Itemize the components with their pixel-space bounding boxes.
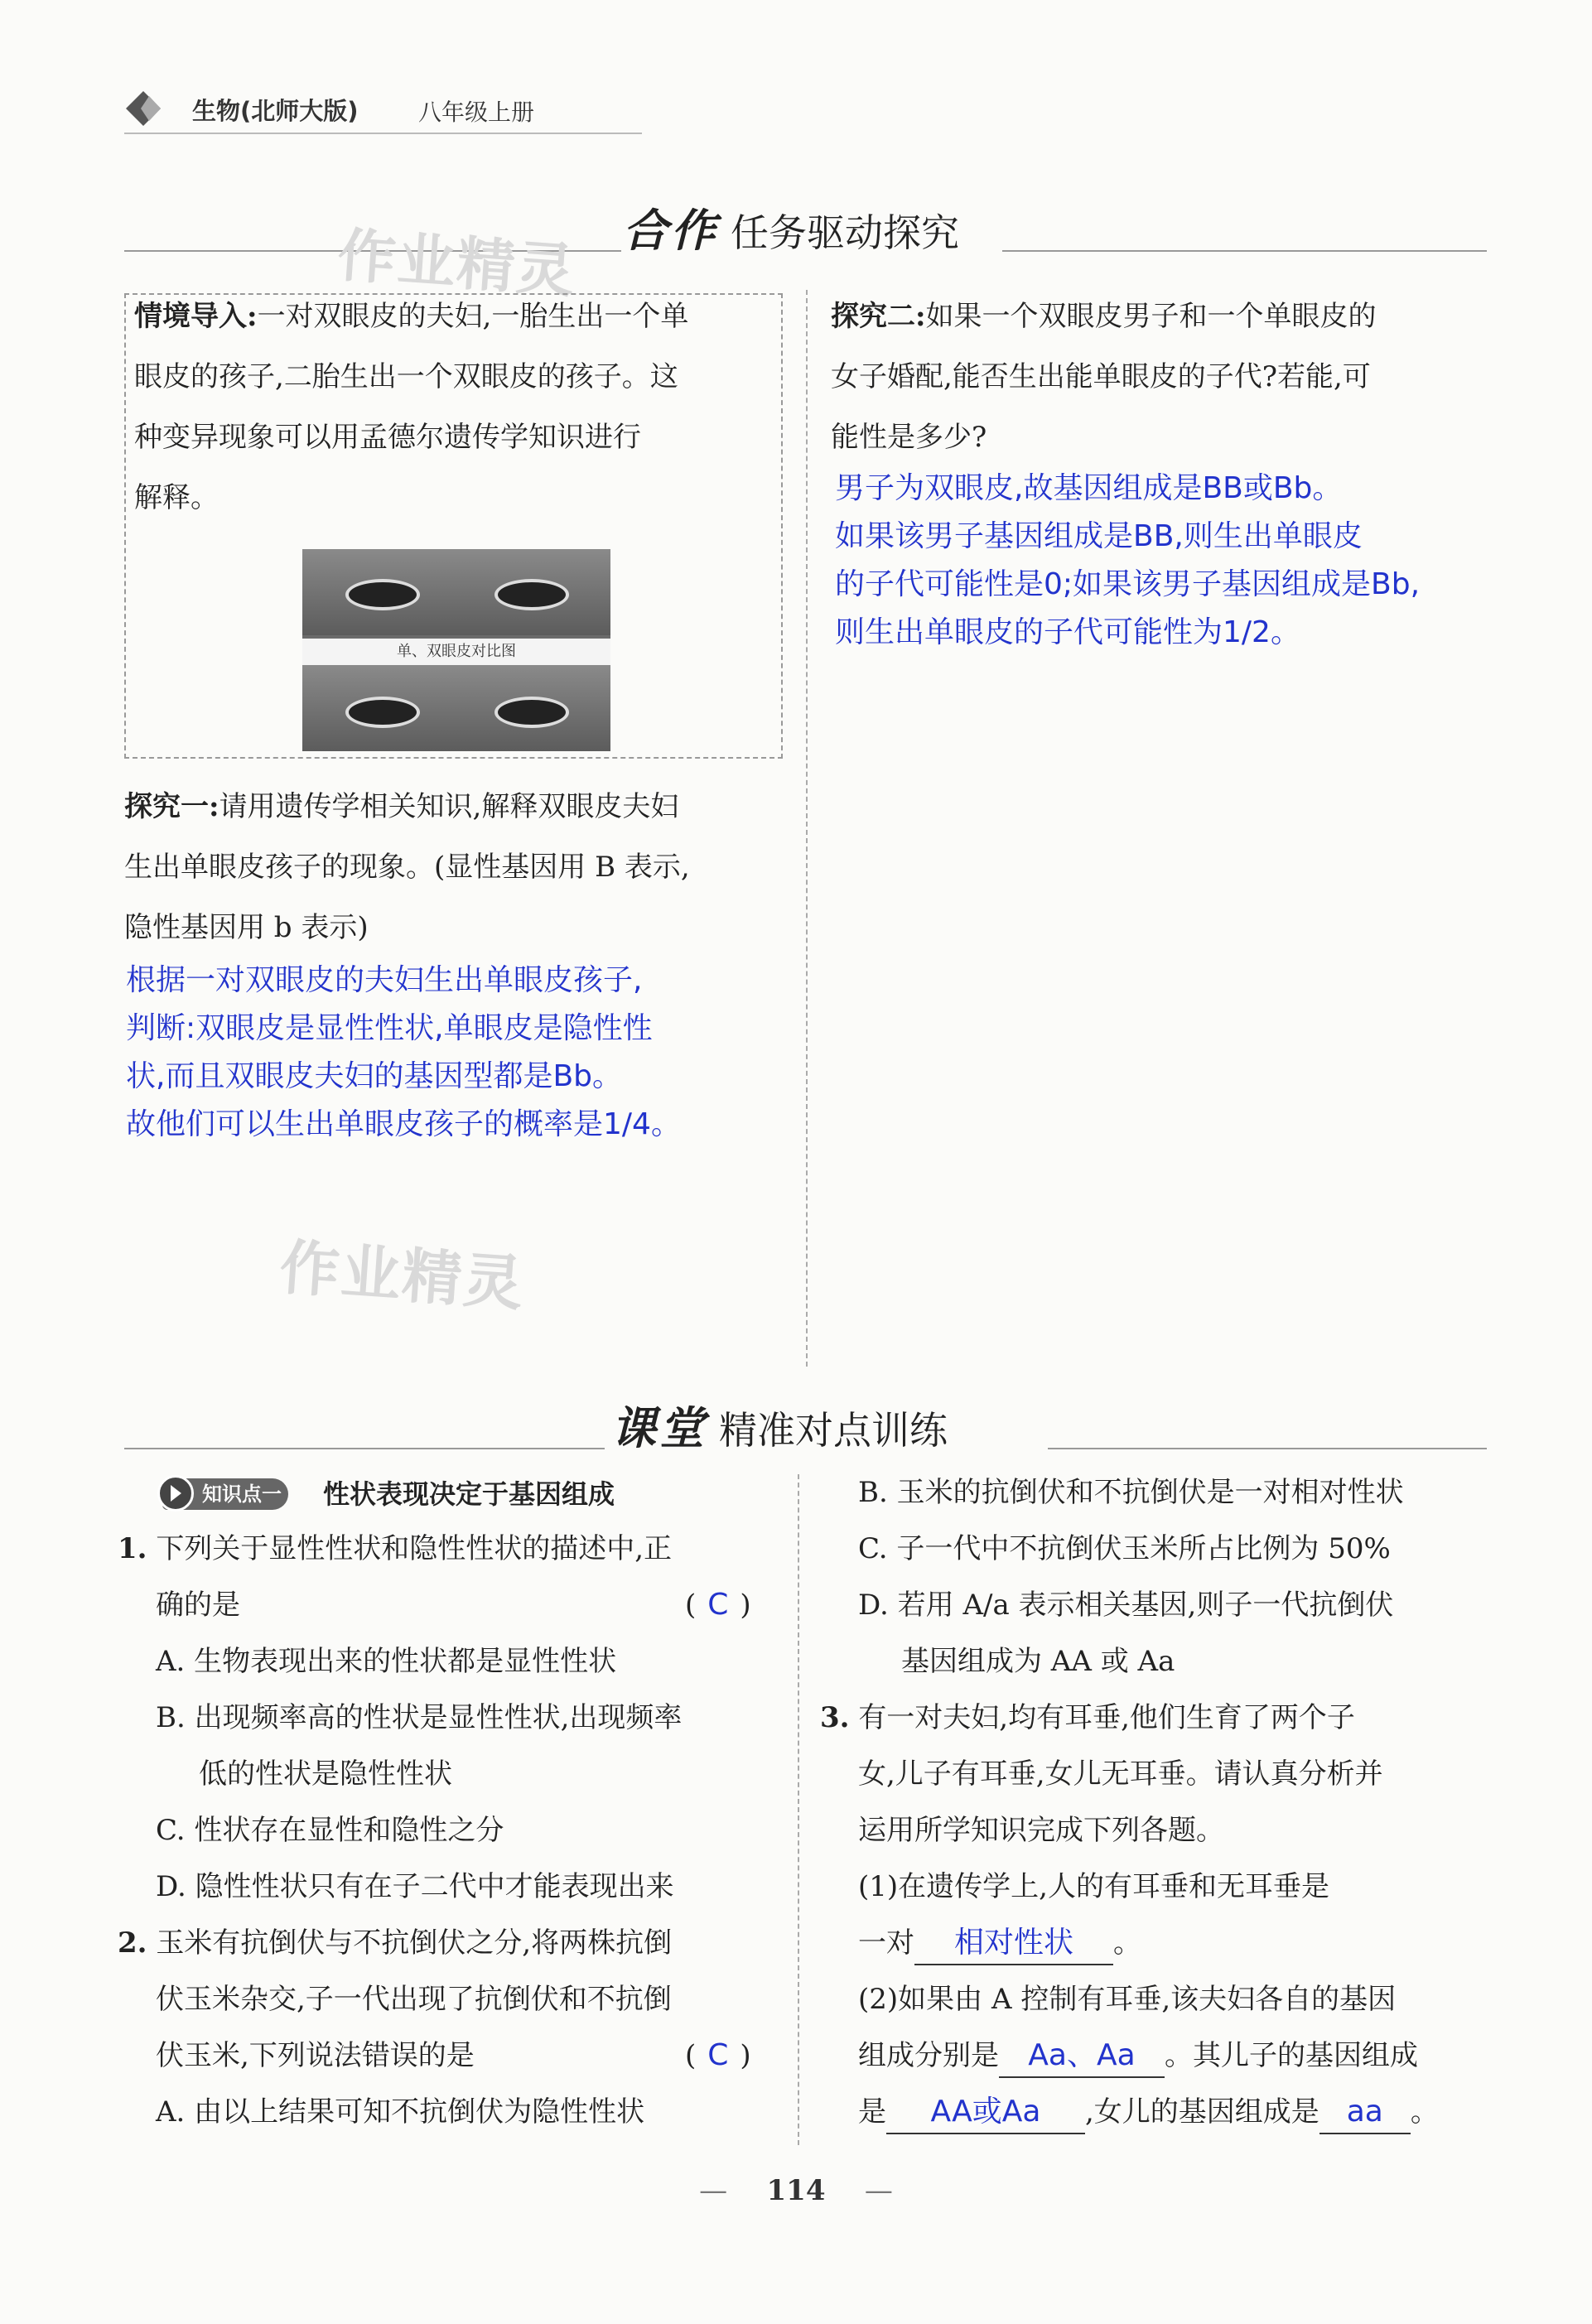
q1-answer: C	[707, 1588, 729, 1622]
q3-stem: 女,儿子有耳垂,女儿无耳垂。请认真分析并	[858, 1757, 1383, 1791]
q1-number: 1.	[118, 1532, 147, 1565]
eye-icon	[494, 579, 569, 610]
section2-line-right	[1048, 1448, 1487, 1449]
section1-title-rest: 任务驱动探究	[731, 210, 959, 255]
q1-option-b-cont: 低的性状是隐性性状	[199, 1757, 452, 1791]
q1-stem: 确的是	[156, 1589, 240, 1622]
explore2-line: 能性是多少?	[831, 421, 987, 454]
q2-stem: 伏玉米,下列说法错误的是	[156, 2039, 475, 2072]
eye-icon	[345, 697, 420, 728]
q1-option-a: A. 生物表现出来的性状都是显性性状	[156, 1645, 617, 1678]
q1-stem: 下列关于显性性状和隐性性状的描述中,正	[156, 1532, 673, 1565]
q3-part2-mid: 。其儿子的基因组成	[1165, 2039, 1418, 2072]
explore1-answer-line: 状,而且双眼皮夫妇的基因型都是Bb。	[126, 1059, 622, 1093]
q2-option-d-cont: 基因组成为 AA 或 Aa	[901, 1645, 1175, 1678]
explore1-answer-line: 判断:双眼皮是显性性状,单眼皮是隐性性	[126, 1011, 653, 1045]
explore1-label: 探究一:	[124, 790, 220, 823]
column-divider-top	[806, 290, 808, 1367]
badge-arrow-icon	[157, 1475, 194, 1512]
q3-part2-pre: 是	[858, 2095, 886, 2129]
q1-option-d: D. 隐性性状只有在子二代中才能表现出来	[156, 1870, 674, 1903]
section2-title-bold: 课堂	[611, 1402, 707, 1454]
explore2-question	[831, 287, 1377, 468]
q2-options-cont	[858, 1464, 1404, 1690]
page-number-value: 114	[766, 2174, 826, 2207]
q2-paren-close: )	[740, 2039, 751, 2072]
section2-title	[611, 1393, 948, 1457]
q3-part2-end: 。	[1410, 2095, 1439, 2129]
explore2-answer	[835, 465, 1420, 657]
section1-line-right	[1002, 250, 1487, 252]
q1-answer-paren	[685, 1577, 751, 1633]
q1-paren-open: (	[685, 1589, 697, 1622]
section2-title-rest: 精准对点训练	[719, 1408, 948, 1453]
eye-icon	[494, 697, 569, 728]
header-grade: 八年级上册	[418, 99, 535, 126]
explore1-line: 生出单眼皮孩子的现象。(显性基因用 B 表示,	[124, 851, 690, 884]
q3-part2-answer3: aa	[1319, 2091, 1411, 2134]
eye-icon	[345, 579, 420, 610]
q2-stem: 伏玉米杂交,子一代出现了抗倒伏和不抗倒	[156, 1983, 672, 2016]
section1-title-bold: 合作	[623, 205, 719, 257]
explore1-answer	[126, 957, 681, 1149]
watermark-middle: 作业精灵	[277, 1232, 528, 1319]
explore2-answer-line: 则生出单眼皮的子代可能性为1/2。	[835, 615, 1300, 649]
q2-option-c: C. 子一代中不抗倒伏玉米所占比例为 50%	[858, 1532, 1391, 1565]
page-dash-right: —	[864, 2174, 893, 2207]
intro-line: 种变异现象可以用孟德尔遗传学知识进行	[134, 421, 641, 454]
intro-line: 解释。	[134, 481, 219, 514]
explore2-answer-line: 如果该男子基因组成是BB,则生出单眼皮	[835, 519, 1363, 553]
explore1-line: 请用遗传学相关知识,解释双眼皮夫妇	[219, 790, 679, 823]
explore1-question	[124, 777, 690, 958]
explore2-label: 探究二:	[831, 300, 926, 333]
explore1-answer-line: 根据一对双眼皮的夫妇生出单眼皮孩子,	[126, 963, 643, 997]
q3-stem: 有一对夫妇,均有耳垂,他们生育了两个子	[858, 1701, 1355, 1734]
explore2-line: 如果一个双眼皮男子和一个单眼皮的	[925, 300, 1377, 333]
q3-part1-end: 。	[1113, 1926, 1141, 1960]
explore2-answer-line: 男子为双眼皮,故基因组成是BB或Bb。	[835, 471, 1343, 505]
q2-option-b: B. 玉米的抗倒伏和不抗倒伏是一对相对性状	[858, 1476, 1404, 1509]
intro-line: 眼皮的孩子,二胎生出一个双眼皮的孩子。这	[134, 360, 678, 393]
page-dash-left: —	[699, 2174, 728, 2207]
q3-part1: (1)在遗传学上,人的有耳垂和无耳垂是	[858, 1870, 1329, 1903]
q2-paren-open: (	[685, 2039, 697, 2072]
q3	[820, 1690, 1439, 2140]
q3-part2-answer1: Aa、Aa	[999, 2035, 1165, 2078]
header-diamond-icon	[124, 89, 162, 128]
q2-stem: 玉米有抗倒伏与不抗倒伏之分,将两株抗倒	[156, 1926, 673, 1960]
q3-part2-mid2: ,女儿的基因组成是	[1085, 2095, 1319, 2129]
page-number	[0, 2174, 1592, 2207]
q1-paren-close: )	[740, 1589, 751, 1622]
chevron-right-icon	[160, 1478, 191, 1509]
explore2-line: 女子婚配,能否生出能单眼皮的子代?若能,可	[831, 360, 1371, 393]
eyelid-comparison-photo	[302, 549, 610, 751]
column-divider-bottom	[798, 1474, 799, 2145]
q1-option-b: B. 出现频率高的性状是显性性状,出现频率	[156, 1701, 683, 1734]
q2-option-a: A. 由以上结果可知不抗倒伏为隐性性状	[156, 2095, 645, 2129]
q2-answer-paren	[685, 2027, 751, 2084]
q3-stem: 运用所学知识完成下列各题。	[858, 1814, 1224, 1847]
q3-part2-answer2: AA或Aa	[886, 2091, 1085, 2134]
q3-part2: 组成分别是	[858, 2039, 999, 2072]
q2-option-d: D. 若用 A/a 表示相关基因,则子一代抗倒伏	[858, 1589, 1394, 1622]
explore1-answer-line: 故他们可以生出单眼皮孩子的概率是1/4。	[126, 1107, 681, 1141]
q3-part1-answer: 相对性状	[914, 1922, 1113, 1965]
q2-number: 2.	[118, 1926, 147, 1960]
intro-line: 一对双眼皮的夫妇,一胎生出一个单	[257, 300, 689, 333]
q1-option-c: C. 性状存在显性和隐性之分	[156, 1814, 504, 1847]
q2-answer: C	[707, 2038, 729, 2072]
section2-line-left	[124, 1448, 605, 1449]
header-subject: 生物(北师大版)	[192, 97, 359, 125]
knowledge-badge: 知识点一	[162, 1478, 288, 1510]
knowledge-title: 性状表现决定于基因组成	[323, 1478, 615, 1510]
photo-caption: 单、双眼皮对比图	[302, 639, 610, 665]
q2	[118, 1915, 751, 2140]
intro-label: 情境导入:	[134, 300, 258, 333]
explore2-answer-line: 的子代可能性是0;如果该男子基因组成是Bb,	[835, 567, 1421, 601]
q1	[118, 1521, 751, 1915]
section1-title	[623, 195, 959, 259]
header-divider	[124, 133, 642, 134]
q3-part1: 一对	[858, 1926, 914, 1960]
q3-number: 3.	[820, 1701, 850, 1734]
q3-part2: (2)如果由 A 控制有耳垂,该夫妇各自的基因	[858, 1983, 1397, 2016]
explore1-line: 隐性基因用 b 表示)	[124, 911, 369, 944]
intro-text	[134, 287, 688, 528]
watermark-top: 作业精灵	[335, 221, 579, 306]
